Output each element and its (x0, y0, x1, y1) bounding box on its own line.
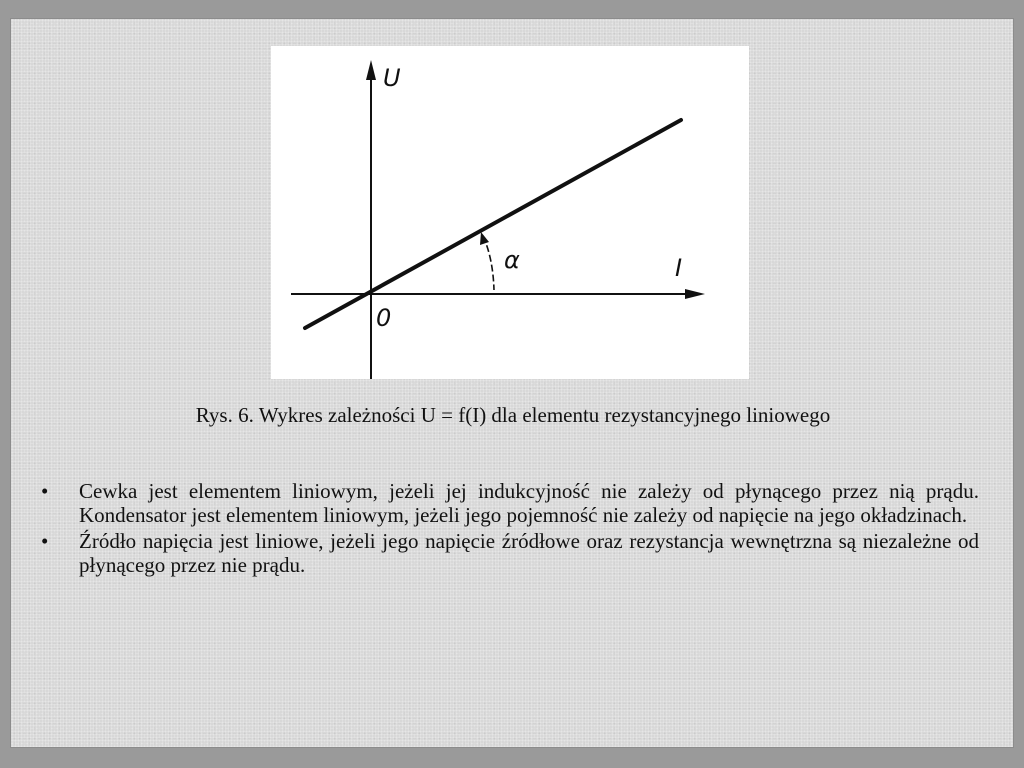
angle-arc-arrowhead (480, 232, 489, 245)
i-axis-label: I (675, 254, 683, 282)
slide (10, 18, 1014, 748)
origin-label: 0 (376, 304, 392, 332)
bullet-text: Źródło napięcia jest liniowe, jeżeli jego napięcie źródłowe oraz rezystancja wewnętrzna są niezależne od płynącego przez nie prądu. (79, 529, 979, 577)
list-item (41, 529, 979, 577)
ui-graph-diagram (271, 46, 749, 379)
bullet-marker: • (41, 479, 49, 503)
angle-label: α (504, 246, 520, 274)
list-item (41, 479, 979, 527)
bullet-text: Cewka jest elementem liniowym, jeżeli jej indukcyjność nie zależy od płynącego przez nią prądu. Kondensator jest elementem liniowym, jeżeli jego pojemność nie zależy od napięcie na jego okładzinach. (79, 479, 979, 527)
u-axis-label: U (383, 64, 401, 92)
i-axis-arrowhead (685, 289, 705, 299)
characteristic-line (305, 120, 681, 328)
bullet-list (41, 479, 979, 579)
angle-arc (483, 236, 494, 290)
figure-panel (271, 46, 749, 379)
figure-caption: Rys. 6. Wykres zależności U = f(I) dla elementu rezystancyjnego liniowego (195, 403, 831, 427)
u-axis-arrowhead (366, 60, 376, 80)
bullet-marker: • (41, 529, 49, 553)
